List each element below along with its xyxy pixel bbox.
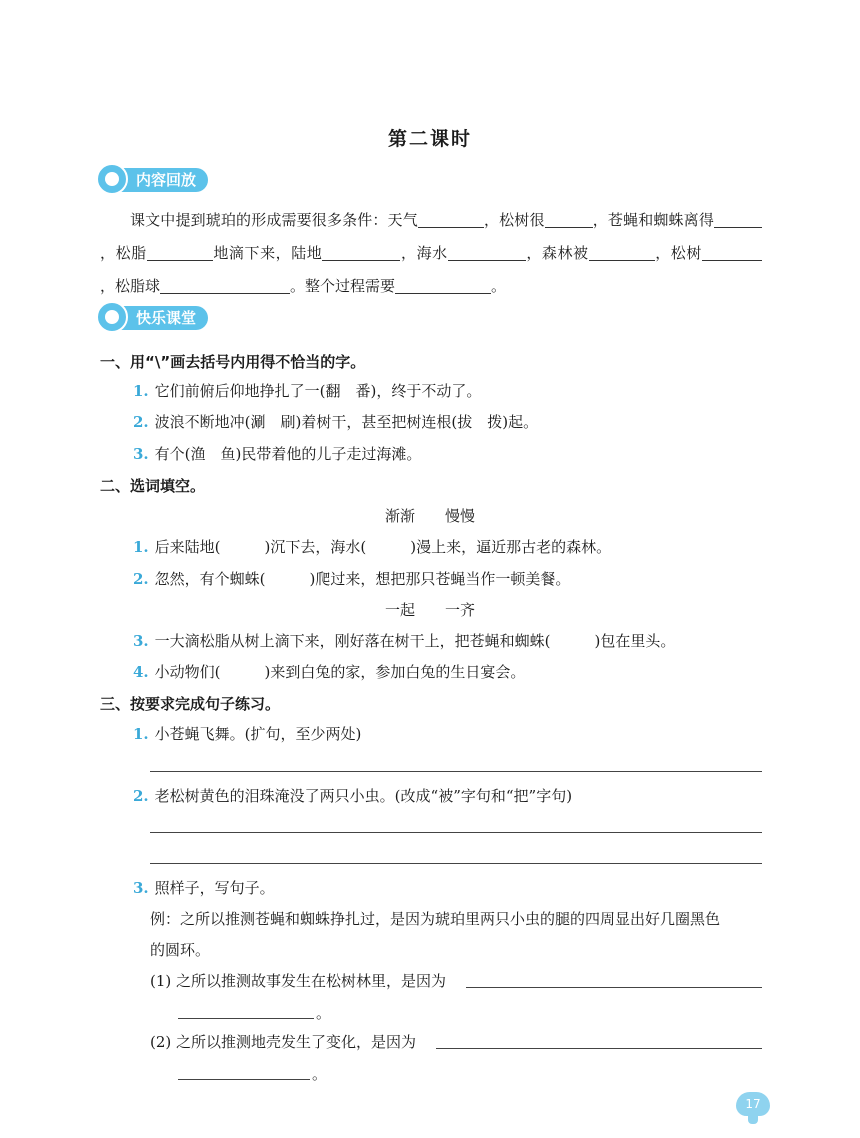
- blank-resin[interactable]: [147, 242, 213, 261]
- answer-line[interactable]: [150, 771, 762, 772]
- q3-item-1: 1. 小苍蝇飞舞。(扩句，至少两处): [133, 725, 362, 743]
- section-badge-review-label: 内容回放: [136, 171, 197, 189]
- example-line-1: 例：之所以推测苍蝇和蜘蛛挣扎过，是因为琥珀里两只小虫的腿的四周显出好几圈黑色: [150, 910, 721, 928]
- blank-distance[interactable]: [714, 209, 762, 228]
- section-badge-class-label: 快乐课堂: [136, 309, 197, 327]
- blank-weather[interactable]: [418, 209, 484, 228]
- answer-line[interactable]: [466, 987, 762, 988]
- q1-item: 3. 有个(渔 鱼)民带着他的儿子走过海滩。: [133, 445, 422, 463]
- blank-pine[interactable]: [545, 209, 593, 228]
- answer-line[interactable]: [436, 1048, 762, 1049]
- q3-item-2: 2. 老松树黄色的泪珠淹没了两只小虫。(改成“被”字句和“把”字句): [133, 787, 573, 805]
- q3-item-3: 3. 照样子，写句子。: [133, 879, 275, 897]
- review-paragraph: 课文中提到琥珀的形成需要很多条件：天气 ，松树很 ，苍蝇和蜘蛛离得，松脂 地滴下来，陆地 ，海水 ，森林被 ，松树，松脂球 。整个过程需要 。: [100, 204, 762, 303]
- page-number: 17: [736, 1092, 770, 1116]
- q2-heading: 二、选词填空。: [100, 477, 206, 495]
- q2-item: 4. 小动物们( )来到白兔的家，参加白兔的生日宴会。: [133, 663, 526, 681]
- q1-item: 1. 它们前俯后仰地挣扎了一(翻 番)，终于不动了。: [133, 382, 482, 400]
- sub-question-2: (2) 之所以推测地壳发生了变化，是因为: [150, 1033, 417, 1051]
- blank-forest[interactable]: [589, 242, 655, 261]
- q2-item: 2. 忽然，有个蜘蛛( )爬过来，想把那只苍蝇当作一顿美餐。: [133, 570, 571, 588]
- ufo-icon: [96, 163, 128, 195]
- q2-item: 1. 后来陆地( )沉下去，海水( )漫上来，逼近那古老的森林。: [133, 538, 612, 556]
- section-badge-review: [100, 168, 208, 192]
- section-badge-class: [100, 306, 208, 330]
- answer-line[interactable]: [150, 832, 762, 833]
- face-icon: [96, 301, 128, 333]
- page-title: 第二课时: [387, 128, 472, 150]
- q1-heading: 一、用“\”画去括号内用得不恰当的字。: [100, 353, 366, 371]
- example-line-2: 的圆环。: [150, 941, 211, 959]
- q3-heading: 三、按要求完成句子练习。: [100, 695, 281, 713]
- word-choices-2: 一起 一齐: [384, 601, 475, 619]
- answer-line[interactable]: [178, 1063, 310, 1080]
- answer-line[interactable]: [150, 863, 762, 864]
- period: 。: [316, 1004, 332, 1022]
- blank-resin-ball[interactable]: [160, 275, 290, 294]
- blank-pine-tree[interactable]: [702, 242, 762, 261]
- blank-land[interactable]: [322, 242, 400, 261]
- answer-line[interactable]: [178, 1002, 314, 1019]
- word-choices-1: 渐渐 慢慢: [384, 507, 475, 525]
- q2-item: 3. 一大滴松脂从树上滴下来，刚好落在树干上，把苍蝇和蜘蛛( )包在里头。: [133, 632, 676, 650]
- q1-item: 2. 波浪不断地冲(涮 刷)着树干，甚至把树连根(拔 拨)起。: [133, 413, 539, 431]
- period: 。: [312, 1065, 328, 1083]
- blank-process[interactable]: [395, 275, 491, 294]
- sub-question-1: (1) 之所以推测故事发生在松树林里，是因为: [150, 972, 447, 990]
- blank-sea[interactable]: [448, 242, 526, 261]
